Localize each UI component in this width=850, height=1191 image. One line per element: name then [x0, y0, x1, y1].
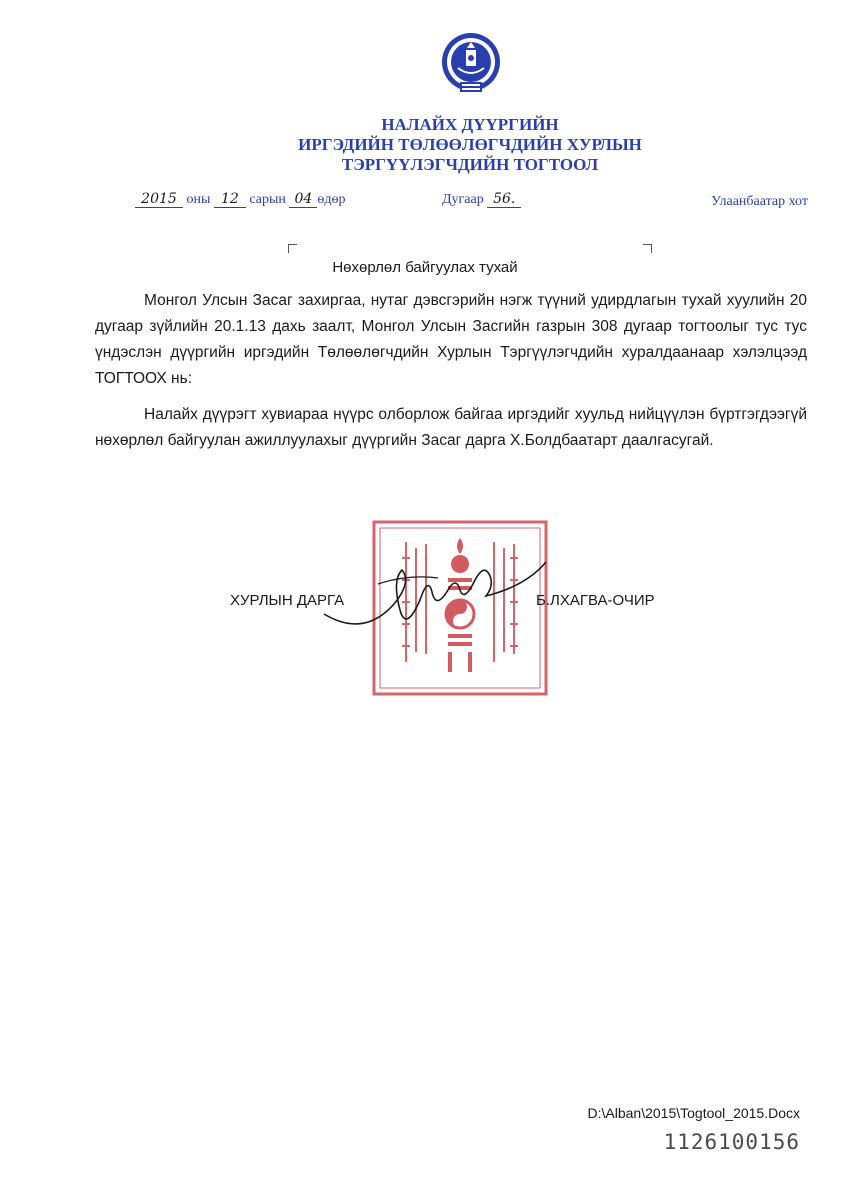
year-suffix: оны: [186, 192, 211, 207]
subject-title: Нөхөрлөл байгуулах тухай: [332, 259, 518, 276]
org-title-line-1: НАЛАЙХ ДҮҮРГИЙН: [381, 115, 559, 134]
signatory-name: Б.ЛХАГВА-ОЧИР: [536, 592, 655, 609]
day-suffix: өдөр: [317, 192, 346, 207]
subject-corner-right: [643, 244, 652, 253]
file-path: D:\Alban\2015\Togtool_2015.Docx: [587, 1105, 800, 1121]
number-label: Дугаар: [442, 192, 484, 207]
date-month: 12: [214, 191, 246, 208]
date-day: 04: [289, 191, 317, 208]
serial-number: 1126100156: [663, 1130, 800, 1154]
handwritten-signature-icon: [318, 556, 548, 636]
body-paragraph-1: Монгол Улсын Засаг захиргаа, нутаг дэвсгэрийн нэгж түүний удирдлагын тухай хуулийн 20 дугаар зүйлийн 20.1.13 дахь заалт, Монгол Улсын Засгийн газрын 308 дугаар тогтоолыг тус тус үндэслэн дүүргийн иргэдийн Төлөөлөгчдийн Хурлын Тэргүүлэгчдийн хуралдаанаар хэлэлцээд ТОГТООХ нь:: [95, 292, 807, 387]
signatory-title: ХУРЛЫН ДАРГА: [230, 592, 345, 609]
date-line: [135, 191, 346, 208]
subject-corner-left: [288, 244, 297, 253]
document-number: 56.: [487, 191, 521, 208]
mongolia-state-emblem-icon: [440, 28, 502, 98]
body-paragraph-2: Налайх дүүрэгт хувиараа нүүрс олборлож байгаа иргэдийг хуульд нийцүүлэн бүртгэгдээгүй нөхөрлөл байгуулан ажиллуулахыг дүүргийн Засаг дарга Х.Болдбаатарт даалгасугай.: [95, 406, 807, 449]
month-suffix: сарын: [249, 192, 286, 207]
city-label: Улаанбаатар хот: [711, 194, 808, 209]
date-year: 2015: [135, 191, 183, 208]
org-title-line-2: ИРГЭДИЙН ТӨЛӨӨЛӨГЧДИЙН ХУРЛЫН: [298, 135, 642, 154]
number-line: [442, 191, 521, 208]
org-title-line-3: ТЭРГҮҮЛЭГЧДИЙН ТОГТООЛ: [341, 155, 599, 174]
